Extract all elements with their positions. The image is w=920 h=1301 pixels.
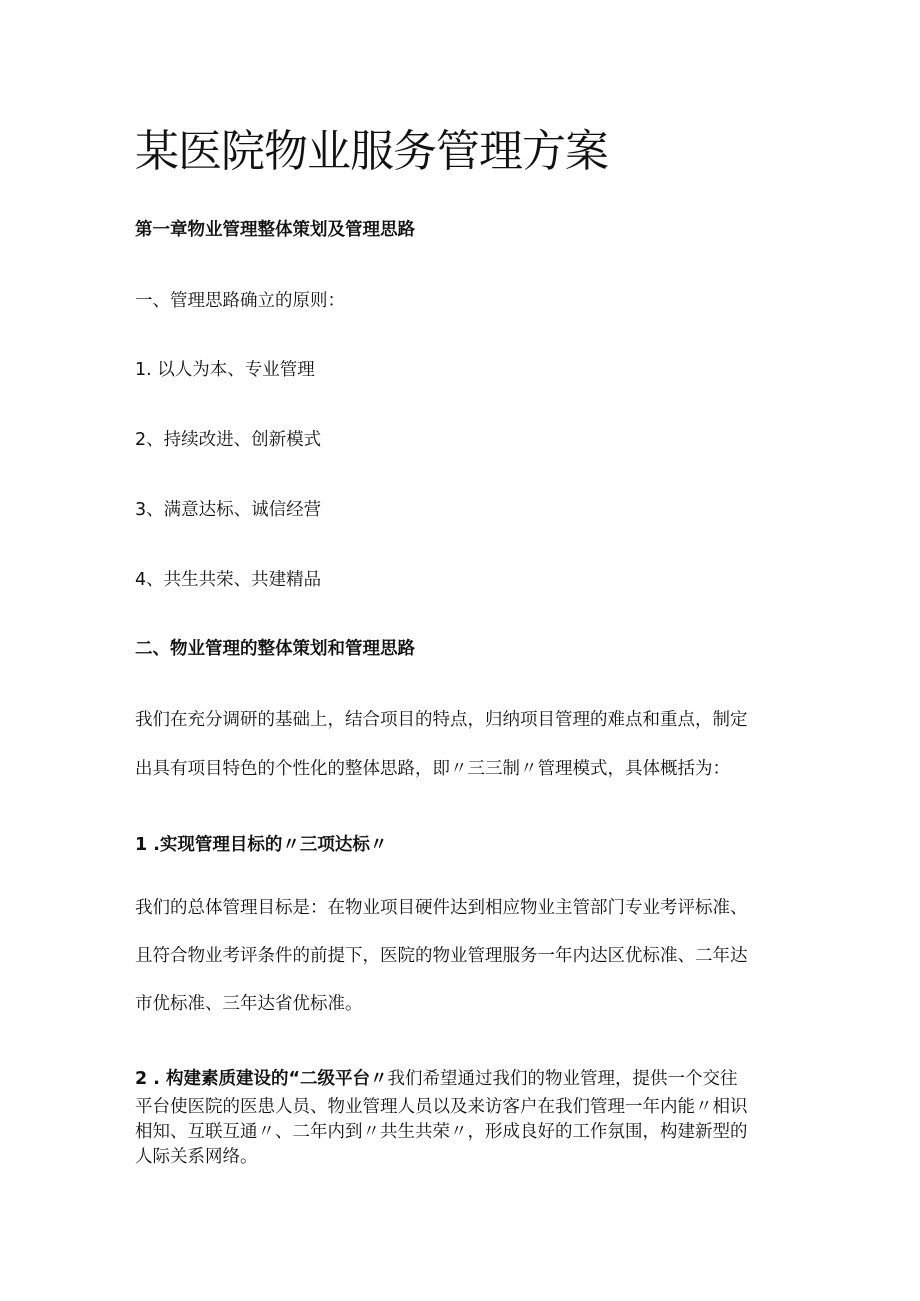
document-title: 某医院物业服务管理方案 <box>135 126 608 177</box>
paragraph-line: 人际关系网络。 <box>135 1147 258 1167</box>
principle-item: 1. 以人为本、专业管理 <box>135 360 315 380</box>
paragraph-line: 我们的总体管理目标是：在物业项目硬件达到相应物业主管部门专业考评标准、 <box>135 898 748 918</box>
paragraph-first-line <box>135 1067 738 1091</box>
paragraph-line: 我们在充分调研的基础上，结合项目的特点，归纳项目管理的难点和重点，制定 <box>135 710 748 730</box>
chapter-heading: 第一章物业管理整体策划及管理思路 <box>135 220 415 240</box>
paragraph-line: 且符合物业考评条件的前提下，医院的物业管理服务一年内达区优标准、二年达 <box>135 946 748 966</box>
principle-item: 2、持续改进、创新模式 <box>135 430 322 450</box>
principle-item: 3、满意达标、诚信经营 <box>135 500 322 520</box>
paragraph-line: 相知、互联互通〃、二年内到〃共生共荣〃，形成良好的工作氛围，构建新型的 <box>135 1122 748 1142</box>
paragraph-line: 出具有项目特色的个性化的整体思路，即〃三三制〃管理模式，具体概括为： <box>135 759 730 779</box>
section-heading: 二、物业管理的整体策划和管理思路 <box>135 639 415 659</box>
subsection-heading: 2 . 构建素质建设的“二级平台〃 <box>135 1069 388 1089</box>
paragraph-text: 我们希望通过我们的物业管理，提供一个交往 <box>387 1069 738 1089</box>
principle-item: 4、共生共荣、共建精品 <box>135 570 322 590</box>
paragraph-line: 平台使医院的医患人员、物业管理人员以及来访客户在我们管理一年内能〃相识 <box>135 1097 748 1117</box>
subsection-heading: 1 .实现管理目标的〃三项达标〃 <box>135 835 388 855</box>
section-heading: 一、管理思路确立的原则： <box>135 291 345 311</box>
paragraph-line: 市优标准、三年达省优标准。 <box>135 994 363 1014</box>
